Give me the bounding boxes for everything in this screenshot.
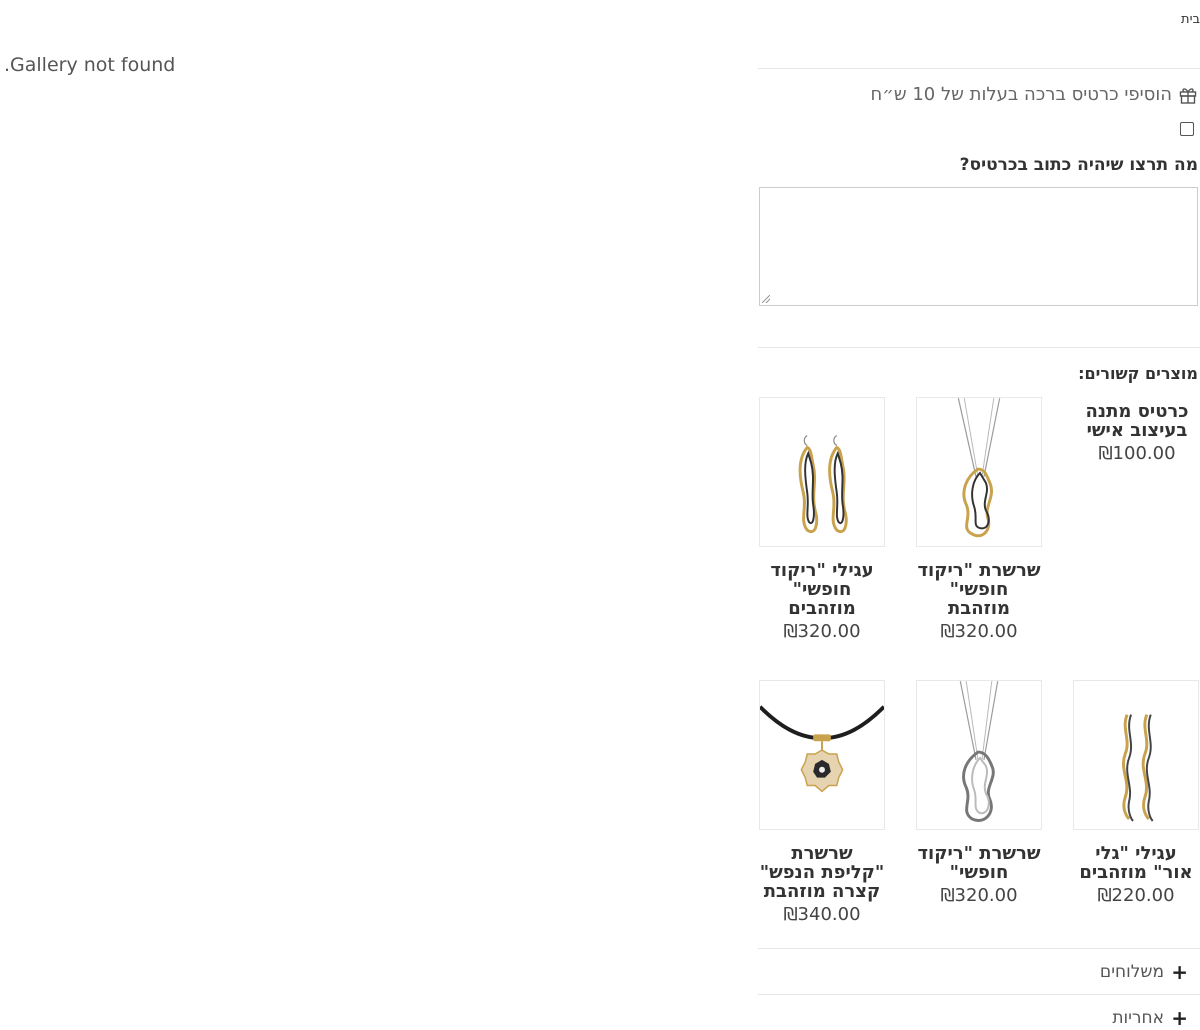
product-image[interactable] (759, 680, 885, 830)
card-message-textarea[interactable] (759, 187, 1198, 306)
divider (758, 994, 1200, 995)
product-name[interactable]: שרשרת "קליפת הנפש" קצרה מוזהבת (759, 843, 885, 902)
product-image[interactable] (759, 397, 885, 547)
product-card[interactable] (916, 680, 1042, 906)
gallery-not-found-message: .Gallery not found (4, 54, 176, 76)
product-price: ₪320.00 (940, 885, 1018, 906)
product-image[interactable] (916, 680, 1042, 830)
product-price: ₪220.00 (1097, 885, 1175, 906)
accordion-label: אחריות (1112, 1008, 1164, 1028)
product-card[interactable] (1074, 402, 1200, 464)
product-card[interactable] (759, 397, 885, 642)
plus-icon: + (1171, 960, 1188, 984)
product-price: ₪320.00 (783, 621, 861, 642)
product-card[interactable] (1073, 680, 1199, 906)
related-products-title: מוצרים קשורים: (1078, 364, 1198, 383)
product-name[interactable]: עגילי "ריקוד חופשי" מוזהבים (770, 560, 874, 619)
greeting-card-addon (870, 84, 1198, 105)
product-name[interactable]: כרטיס מתנה בעיצוב אישי (1085, 401, 1189, 441)
product-name[interactable]: שרשרת "ריקוד חופשי" (917, 843, 1041, 883)
resize-handle-icon[interactable] (762, 295, 770, 303)
product-image[interactable] (1073, 680, 1199, 830)
product-name[interactable]: עגילי "גלי אור" מוזהבים (1079, 843, 1193, 883)
accordion-shipping[interactable] (1100, 960, 1188, 984)
addon-label: הוסיפי כרטיס ברכה בעלות של 10 ש״ח (870, 84, 1172, 105)
divider (758, 68, 1200, 69)
greeting-card-checkbox[interactable] (1180, 122, 1194, 136)
product-card[interactable] (759, 680, 885, 925)
divider (758, 347, 1200, 348)
product-image[interactable] (916, 397, 1042, 547)
product-price: ₪340.00 (783, 904, 861, 925)
breadcrumb-home[interactable]: בית (1181, 12, 1200, 27)
plus-icon: + (1171, 1006, 1188, 1030)
card-message-label: מה תרצו שיהיה כתוב בכרטיס? (959, 155, 1198, 175)
product-price: ₪320.00 (940, 621, 1018, 642)
gift-icon (1178, 85, 1198, 105)
accordion-label: משלוחים (1099, 962, 1164, 982)
product-price: ₪100.00 (1098, 443, 1176, 464)
product-name[interactable]: שרשרת "ריקוד חופשי" מוזהבת (917, 560, 1041, 619)
divider (758, 948, 1200, 949)
product-card[interactable] (916, 397, 1042, 642)
accordion-warranty[interactable] (1112, 1006, 1188, 1030)
